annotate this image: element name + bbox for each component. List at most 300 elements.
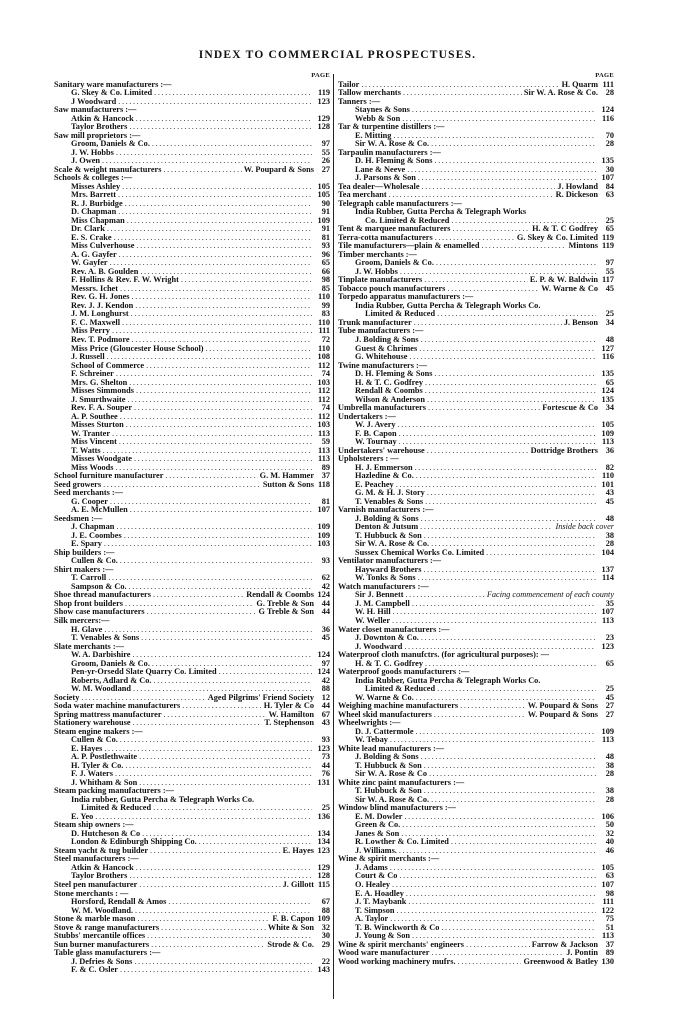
page-number: 46 (605, 845, 614, 855)
entry-name: D. H. Fleming & Sons (355, 156, 433, 166)
dot-leader (408, 898, 596, 907)
dot-leader (420, 523, 553, 532)
page-number: 65 (605, 658, 614, 668)
dot-leader (407, 166, 596, 175)
dot-leader (460, 702, 526, 711)
dot-leader (412, 106, 596, 115)
dot-leader (399, 430, 596, 439)
entry-name: Hayward Brothers (355, 564, 422, 574)
page-number: 28 (605, 769, 614, 779)
dot-leader (129, 379, 312, 388)
firm-name: J. Benson (563, 317, 598, 327)
dot-leader (141, 634, 312, 643)
entry-name: W. J. Avery (355, 420, 396, 430)
entry-name: J. T. Maybank (355, 897, 407, 907)
page-number: 96 (321, 249, 330, 259)
entry-name: H. Glave (71, 624, 103, 634)
dot-leader (118, 191, 312, 200)
page-number: 72 (321, 334, 330, 344)
entry-name: D. H. Fleming & Sons (355, 369, 433, 379)
dot-leader (112, 430, 312, 439)
page-number: 105 (317, 190, 330, 200)
entry-name: Schools & colleges :— (54, 173, 133, 183)
entry-name: Soda water machine manufacturers (54, 701, 181, 711)
firm-name: Rendall & Coombs (246, 590, 314, 600)
entry-name: Steam yacht & tug builder (54, 845, 149, 855)
entry-name: Varnish manufacturers :— (338, 505, 434, 515)
page-number: 48 (605, 752, 614, 762)
dot-leader (398, 421, 596, 430)
dot-leader (182, 702, 262, 711)
entry-name: Table glass manufacturers :— (54, 948, 161, 958)
entry-name: H. J. Emmerson (355, 462, 413, 472)
page-column-header: PAGE (311, 72, 330, 79)
page-number: 65 (605, 224, 614, 234)
page-number: 85 (321, 283, 330, 293)
firm-name: H. & T. C Godfrey (532, 224, 598, 234)
dot-leader (165, 472, 257, 481)
entry-name: Steam packing manufacturers :— (54, 786, 174, 796)
page-number: 129 (317, 862, 330, 872)
entry-name: Tailor (338, 79, 360, 89)
firm-name: Dottridge Brothers (530, 445, 598, 455)
page-number: 50 (605, 820, 614, 830)
dot-leader (116, 523, 312, 532)
entry-name: W. Weller (355, 616, 391, 625)
entry-name: Tea merchant (338, 190, 387, 200)
dot-leader (125, 762, 312, 771)
dot-leader (150, 847, 281, 856)
entry-name: E. Yeo (71, 811, 94, 821)
entry-name: Stationery warehouse (54, 718, 131, 728)
page-number: 36 (321, 624, 330, 634)
entry-name: India Rubber, Gutta Percha & Telegraph Works Co. (355, 300, 541, 310)
page-number: 75 (605, 914, 614, 924)
page-number: 81 (321, 232, 330, 242)
entry-name: T. Hubbuck & Son (355, 786, 422, 796)
dot-leader (103, 447, 312, 456)
entry-name: Misses Simmonds (71, 386, 134, 396)
entry-name: T. Carroll (71, 573, 107, 583)
entry-name: G. Cooper (71, 496, 108, 506)
entry-name: J. Young & Son (355, 931, 411, 941)
dot-leader (428, 404, 540, 413)
page-number: 55 (605, 266, 614, 276)
page-number: 37 (321, 471, 330, 481)
entry-name: Shirt makers :— (54, 564, 114, 574)
page-number: Inside back cover (555, 522, 614, 532)
entry-name: Twine manufacturers :— (338, 360, 428, 370)
index-column-left (54, 72, 330, 975)
dot-leader (130, 506, 312, 515)
dot-leader (168, 898, 312, 907)
entry-name: J. Whitham & Son (71, 777, 138, 787)
firm-name: Aged Pilgrims' Friend Society (207, 692, 314, 702)
dot-leader (161, 924, 266, 933)
entry-name: J. Parsons & Son (355, 173, 416, 183)
entry-name: Limited & Reduced (365, 684, 436, 694)
page-number: 123 (317, 96, 330, 106)
page-number: 32 (605, 828, 614, 838)
entry-name: D. Hutcheson & Co (71, 828, 141, 838)
page-number: 28 (605, 139, 614, 149)
index-category-single (338, 958, 614, 967)
entry-name: J. Chapman (71, 522, 115, 532)
dot-leader (133, 719, 263, 728)
page-number: 109 (601, 428, 614, 438)
page-number: 63 (605, 190, 614, 200)
page-number: 113 (318, 445, 330, 455)
dot-leader (110, 498, 312, 507)
entry-name: Tallow merchants (338, 88, 401, 98)
page-number: 93 (321, 556, 330, 566)
entry-name: Saw manufacturers :— (54, 105, 137, 115)
page-number: 124 (601, 105, 614, 115)
entry-name: Atkin & Hancock (71, 113, 134, 123)
entry-name: W. Tranter (71, 428, 111, 438)
page-number: 122 (601, 905, 614, 915)
dot-leader (486, 549, 596, 558)
entry-name: J. M. Campbell (355, 598, 410, 608)
entry-name: Saw mill proprietors :— (54, 130, 141, 140)
page-number: 38 (605, 530, 614, 540)
entry-name: Wilson & Anderson (355, 394, 425, 404)
page-number: 76 (321, 769, 330, 779)
entry-name: Window blind manufacturers :— (338, 803, 456, 813)
entry-name: Tinplate manufacturers (338, 275, 423, 285)
dot-leader (416, 728, 596, 737)
entry-name: Tile manufacturers—plain & enamelled (338, 241, 480, 251)
dot-leader (139, 881, 280, 890)
page-number: 113 (318, 428, 330, 438)
entry-name: Horsford, Rendall & Amos (71, 897, 167, 907)
page-number: 45 (321, 633, 330, 643)
entry-name: Dr. Clark (71, 224, 105, 234)
page-number: 67 (321, 897, 330, 907)
dot-leader (406, 890, 596, 899)
entry-name: O. Healey (355, 879, 391, 889)
entry-name: Lane & Neeve (355, 164, 406, 174)
dot-leader (412, 600, 596, 609)
entry-name: India Rubber, Gutta Percha & Telegraph Works (355, 207, 527, 217)
entry-name: Denton & Jutsum (355, 522, 419, 532)
page-number: 135 (601, 369, 614, 379)
firm-name: W. Hamilton (268, 709, 314, 719)
entry-name: Wheel skid manufacturers (338, 709, 432, 719)
entry-name: W. Gayfer (71, 258, 108, 268)
firm-name: Greenwood & Batley (523, 956, 598, 966)
page-number: 65 (321, 258, 330, 268)
dot-leader (402, 821, 596, 830)
dot-leader (393, 608, 596, 617)
entry-name: Tobacco pouch manufacturers (338, 283, 446, 293)
entry-name: Groom, Daniels & Co. (355, 258, 434, 268)
entry-name: Wheelwrights :— (338, 718, 401, 728)
dot-leader (136, 387, 312, 396)
entry-name: Tanners :— (338, 96, 380, 106)
dot-leader (120, 557, 312, 566)
entry-name: Messrs. Ichet (71, 283, 119, 293)
entry-name: Cullen & Co. (71, 556, 118, 566)
page-number: 107 (601, 607, 614, 617)
page-number: 110 (318, 317, 330, 327)
page-number: 27 (605, 701, 614, 711)
page-number: 23 (605, 633, 614, 643)
firm-name: F. B. Capon (272, 914, 314, 924)
entry-name: Waterproof cloth manufctrs. (for agricultural purposes): — (338, 650, 550, 660)
page-number: 28 (605, 794, 614, 804)
page-number: 130 (601, 956, 614, 966)
dot-leader (127, 217, 312, 226)
dot-leader (136, 864, 312, 873)
entry-name: J. Bolding & Sons (355, 513, 419, 523)
dot-leader (392, 881, 596, 890)
entry-name: T. Hubbuck & Son (355, 760, 422, 770)
page-number: 45 (605, 496, 614, 506)
page-number: 38 (605, 786, 614, 796)
entry-name: Society (54, 692, 80, 702)
entry-name: W. Tournay (355, 437, 397, 447)
page-number: 118 (318, 479, 330, 489)
page-number: 25 (321, 803, 330, 813)
entry-name: India Rubber, Gutta Percha & Telegraph Works Co. (355, 675, 541, 685)
page-number: 135 (601, 156, 614, 166)
entry-name: Rev. T. Podmore (71, 334, 130, 344)
entry-name: F. B. Capon (355, 428, 397, 438)
page-number: 109 (317, 530, 330, 540)
page-number: 124 (317, 650, 330, 660)
page-number: 32 (321, 922, 330, 932)
entry-name: Limited & Reduced (81, 803, 152, 813)
dot-leader (423, 566, 596, 575)
page-number: 119 (602, 232, 614, 242)
entry-name: Steam ship owners :— (54, 820, 134, 830)
firm-name: G Treble & Son (258, 607, 314, 617)
entry-name: Tea dealer—Wholesale (338, 181, 420, 191)
page-number: 25 (605, 684, 614, 694)
entry-name: Roberts, Adlard & Co. (71, 675, 152, 685)
entry-name: Ventilator manufacturers :— (338, 556, 442, 566)
firm-name: W. Warne & Co (541, 283, 598, 293)
entry-name: White lead manufacturers :— (338, 743, 445, 753)
page-number: 131 (317, 777, 330, 787)
page-number: 36 (605, 445, 614, 455)
index-list-left (54, 81, 330, 975)
page-number: 123 (317, 845, 330, 855)
firm-name: J. Pontin (566, 948, 598, 958)
page-number: 40 (605, 837, 614, 847)
entry-name: Groom, Daniels & Co. (71, 139, 150, 149)
page-number: 34 (605, 403, 614, 413)
firm-name: J. Howland (557, 181, 598, 191)
entry-name: W. M. Woodland. (71, 905, 134, 915)
page-number: 98 (321, 275, 330, 285)
page-number: 29 (321, 939, 330, 949)
entry-name: Mrs. Barrett (71, 190, 116, 200)
page-number: 112 (318, 360, 330, 370)
page-number: 124 (317, 667, 330, 677)
entry-name: Undertakers :— (338, 411, 396, 421)
entry-name: Stone merchants : — (54, 888, 129, 898)
page-number: 112 (318, 386, 330, 396)
entry-name: Tarpaulin manufacturers :— (338, 147, 441, 157)
entry-name: R. J. Burbidge (71, 198, 123, 208)
entry-name: Shop front builders (54, 598, 124, 608)
dot-leader (153, 804, 312, 813)
entry-name: Steam engine makers :— (54, 726, 143, 736)
entry-name: Staynes & Sons (355, 105, 410, 115)
entry-name: Sun burner manufacturers (54, 939, 150, 949)
entry-name: Tube manufacturers :— (338, 326, 424, 336)
page-number: 70 (605, 130, 614, 140)
entry-name: E. Hayes (71, 743, 103, 753)
entry-name: Terra-cotta manufacturers (338, 232, 433, 242)
dot-leader (403, 89, 522, 98)
entry-name: Tent & marquee manufacturers (338, 224, 451, 234)
page-number: 25 (605, 309, 614, 319)
page-number: 27 (605, 709, 614, 719)
firm-name: J. Gillott (282, 879, 314, 889)
page-number: 55 (321, 147, 330, 157)
page-number: 30 (605, 164, 614, 174)
entry-name: J. Defries & Sons (71, 956, 133, 966)
page-number: 105 (601, 862, 614, 872)
page-number: 114 (602, 573, 614, 583)
entry-name: Guest & Chrimes (355, 343, 418, 353)
entry-name: London & Edinburgh Shipping Co. (71, 837, 197, 847)
entry-name: F. J. Waters (71, 769, 113, 779)
entry-name: Janes & Son (355, 828, 400, 838)
dot-leader (152, 140, 312, 149)
entry-name: H. Tyler & Co. (71, 760, 124, 770)
page-number: 44 (321, 607, 330, 617)
entry-name: Webb & Son (355, 113, 401, 123)
entry-name: F. Schreiner (71, 369, 114, 379)
entry-name: Torpedo apparatus manufacturers :— (338, 292, 474, 302)
firm-name: White & Son (267, 922, 314, 932)
firm-name: W. Poupard & Sons (243, 164, 314, 174)
dot-leader (134, 404, 312, 413)
entry-name: School of Commerce (71, 360, 145, 370)
entry-name: Wood ware manufacturer (338, 948, 430, 958)
page-number: 111 (318, 326, 330, 336)
dot-leader (163, 166, 241, 175)
entry-name: Sanitary ware manufacturers :— (54, 79, 172, 89)
entry-name: Upholsterers : — (338, 454, 399, 464)
entry-name: Steel pen manufacturer (54, 879, 138, 889)
page-number: 26 (321, 156, 330, 166)
page-number: 98 (605, 888, 614, 898)
entry-name: Shoe thread manufacturers (54, 590, 151, 600)
page-number: 35 (605, 598, 614, 608)
entry-name: Ship builders :— (54, 547, 115, 557)
page-number: 43 (321, 718, 330, 728)
entry-name: A. G. Gayfer (71, 249, 117, 259)
entry-name: Undertakers' warehouse (338, 445, 425, 455)
dot-leader (422, 183, 556, 192)
dot-leader (151, 941, 265, 950)
page-number: 112 (318, 394, 330, 404)
firm-name: T. Stephenson (264, 718, 314, 728)
entry-name: Water closet manufacturers :— (338, 624, 450, 634)
dot-leader (436, 259, 596, 268)
dot-leader (134, 958, 312, 967)
page-number: 117 (602, 275, 614, 285)
entry-name: J. Bolding & Sons (355, 334, 419, 344)
index-entry-continued (54, 804, 330, 813)
entry-name: Sampson & Co. (71, 581, 127, 591)
entry-name: Stubbs' mercantile offices (54, 931, 146, 941)
firm-name: Mintons (568, 241, 598, 251)
dot-leader (399, 872, 596, 881)
page-number: 111 (602, 897, 614, 907)
dot-leader (122, 319, 312, 328)
entry-name: J Woodward (71, 96, 117, 106)
entry-name: Sir W. A. Rose & Co. (355, 539, 430, 549)
entry-name: W. Warne & Co. (355, 692, 414, 702)
entry-name: Rev. J. J. Kendon (71, 300, 134, 310)
dot-leader (120, 413, 312, 422)
entry-name: F. C. Maxwell (71, 317, 121, 327)
dot-leader (103, 481, 261, 490)
page-number: Facing commencement of each county (486, 590, 614, 600)
dot-leader (424, 532, 596, 541)
entry-name: Misses Sturton (71, 420, 124, 430)
page-number: 89 (321, 462, 330, 472)
entry-name: Court & Co (355, 871, 398, 881)
page-number: 137 (601, 564, 614, 574)
dot-leader (119, 438, 312, 447)
page-number: 74 (321, 369, 330, 379)
page-number: 83 (321, 309, 330, 319)
page-number: 93 (321, 735, 330, 745)
page-number: 107 (317, 505, 330, 515)
entry-name: T. Watts (71, 445, 101, 455)
entry-name: W. Tonks & Sons (355, 573, 416, 583)
firm-name: G. Treble & Son (256, 598, 314, 608)
dot-leader (434, 711, 526, 720)
dot-leader (481, 242, 566, 251)
page-number: 63 (605, 871, 614, 881)
page-number: 113 (602, 616, 614, 625)
entry-name: Co. Limited & Reduced (365, 215, 450, 225)
dot-leader (139, 753, 312, 762)
dot-leader (414, 319, 562, 328)
page-number: 22 (321, 956, 330, 966)
page-number: 28 (605, 539, 614, 549)
page-number: 113 (318, 454, 330, 464)
entry-name: Sir J. Bennett (355, 590, 404, 600)
entry-name: Rev. G. H. Jones (71, 292, 130, 302)
entry-name: J. Owen (71, 156, 101, 166)
dot-leader (132, 651, 312, 660)
entry-name: W. M. Woodland (71, 684, 131, 694)
page-number: 30 (321, 931, 330, 941)
entry-name: H. & T. C. Godfrey (355, 377, 423, 387)
page-number: 82 (605, 462, 614, 472)
entry-name: J. Smurthwaite (71, 394, 126, 404)
page-number: 110 (318, 292, 330, 302)
dot-leader (153, 591, 244, 600)
page-number: 48 (605, 513, 614, 523)
entry-name: Green & Co. (355, 820, 401, 830)
entry-name: F. & C. Osler (71, 965, 118, 975)
page-number: 128 (317, 122, 330, 132)
firm-name: E. P. & W. Baldwin (529, 275, 598, 285)
entry-name: G. Skey & Co. Limited (71, 88, 153, 98)
firm-name: Strode & Co. (267, 939, 314, 949)
dot-leader (107, 225, 312, 234)
